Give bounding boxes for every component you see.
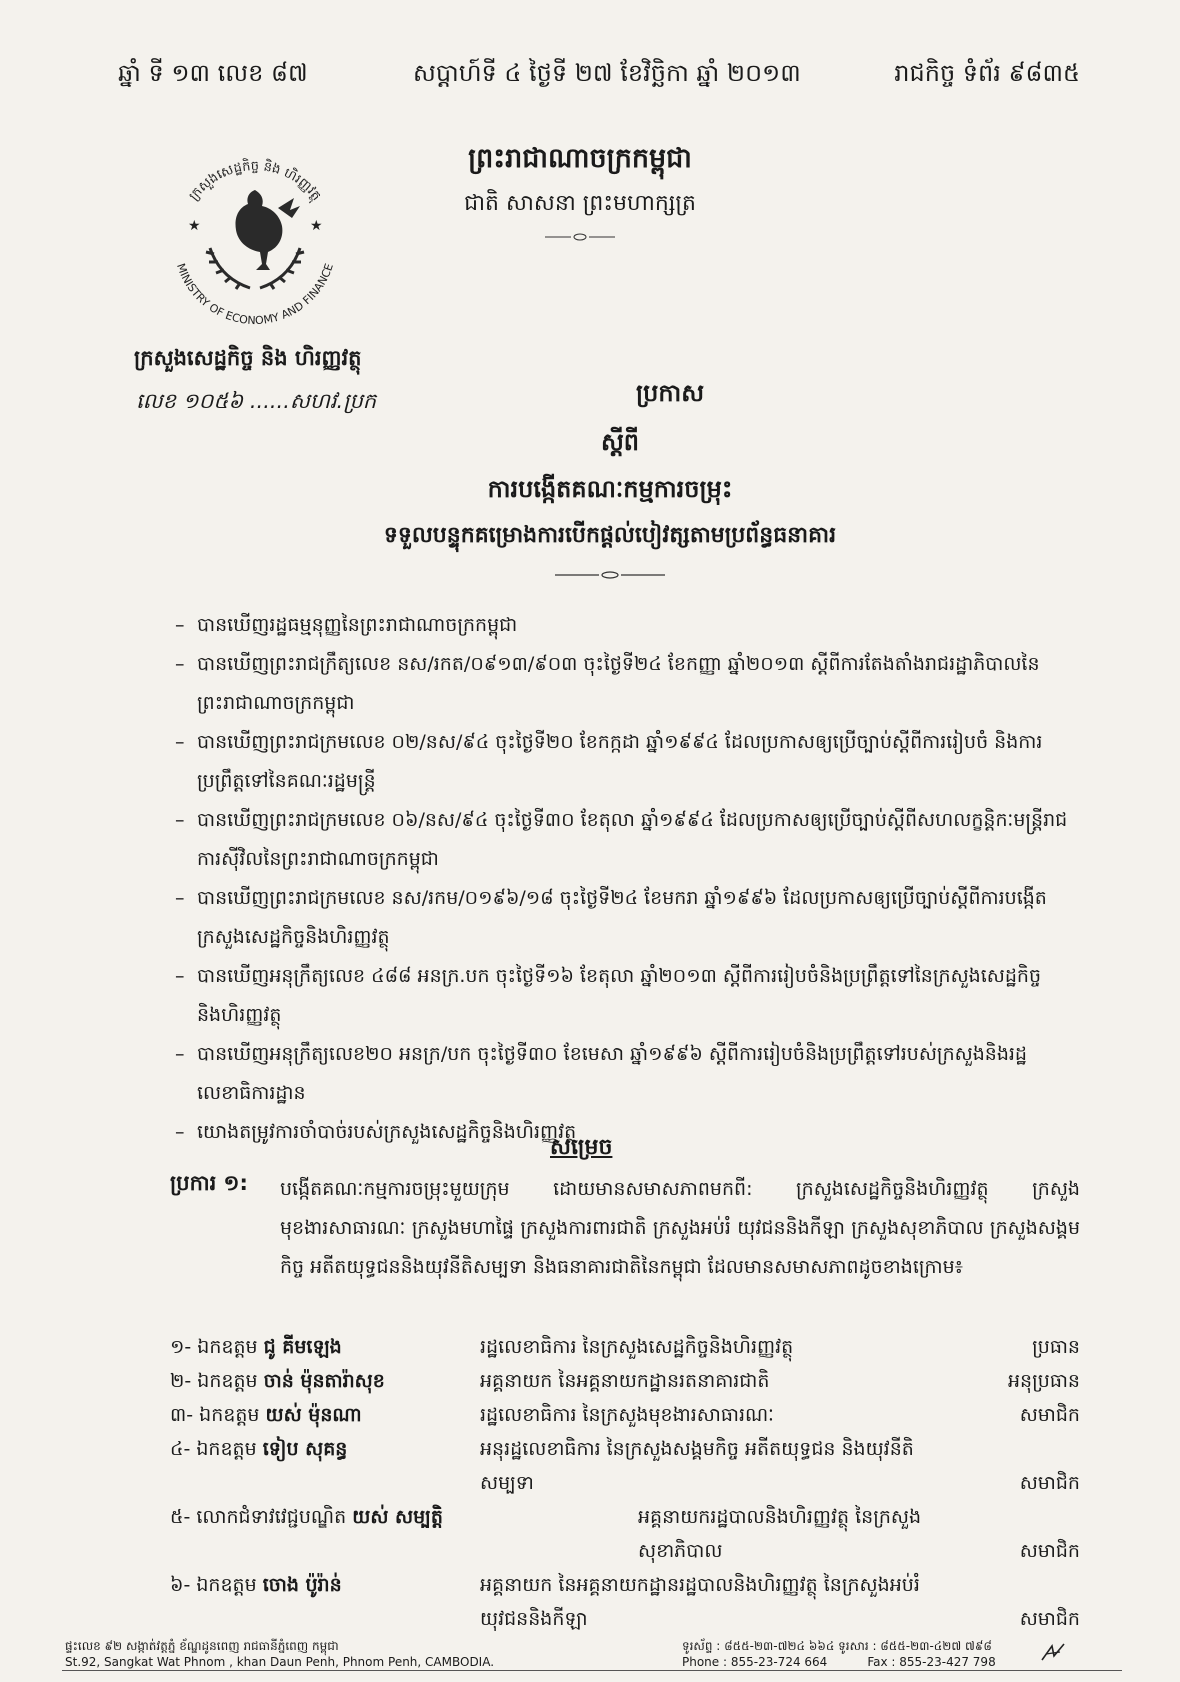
document-title-block [220, 378, 1000, 579]
footer-contact [682, 1638, 1036, 1670]
kingdom-motto-block [420, 142, 740, 241]
member-role: រដ្ឋលេខាធិការ នៃក្រសួងមុខងារសាធារណៈ [480, 1404, 774, 1426]
ornament-divider-icon [555, 571, 665, 579]
consideration-item: – បានឃើញអនុក្រឹត្យលេខ២០ អនក្រ/បក ចុះថ្ងៃទី៣០ ខែមេសា ឆ្នាំ១៩៩៦ ស្តីពីការរៀបចំនិងប្រព្រឹត្តទៅរបស់ក្រសួងនិងរដ្ឋលេខាធិការដ្ឋាន [175, 1035, 1075, 1113]
gazette-issue: ឆ្នាំ ទី ១៣ លេខ ៨៧ [118, 59, 308, 87]
member-row [170, 1364, 1080, 1398]
member-row [170, 1398, 1080, 1432]
member-role: អនុរដ្ឋលេខាធិការ នៃក្រសួងសង្គមកិច្ច អតីតយុទ្ធជន និងយុវនីតិសម្បទា [480, 1438, 914, 1494]
member-name: ទៀប សុគន្ធ [262, 1438, 348, 1460]
consideration-item: – បានឃើញព្រះរាជក្រមលេខ ០៦/នស/៩៤ ចុះថ្ងៃទី៣០ ខែតុលា ឆ្នាំ១៩៩៤ ដែលប្រកាសឲ្យប្រើច្បាប់ស្តីពីសហលក្ខន្តិកៈមន្ត្រីរាជការស៊ីវិលនៃព្រះរាជាណាចក្រកម្ពុជា [175, 801, 1075, 879]
member-name: ចាន់ ម៉ុនតារ៉ាសុខ [263, 1370, 385, 1392]
consideration-item: – យោងតម្រូវការចាំបាច់របស់ក្រសួងសេដ្ឋកិច្ចនិងហិរញ្ញវត្ថុ [175, 1113, 1075, 1152]
footer-contact-khmer: ទូរស័ព្ទ : ៨៥៥-២៣-៧២៤ ៦៦៤ ទូរសារ : ៨៥៥-២៣-៤២៧ ៧៩៨ [682, 1639, 992, 1653]
seal-bottom-text: MINISTRY OF ECONOMY AND FINANCE [174, 261, 336, 328]
article-label: ប្រការ ១: [170, 1171, 248, 1195]
member-row [170, 1330, 1080, 1364]
member-prefix: ៤- ឯកឧត្តម [170, 1438, 257, 1460]
consideration-item: – បានឃើញអនុក្រឹត្យលេខ ៤៨៨ អនក្រ.បក ចុះថ្ងៃទី១៦ ខែតុលា ឆ្នាំ២០១៣ ស្តីពីការរៀបចំនិងប្រព្រឹត្តទៅនៃក្រសួងសេដ្ឋកិច្ចនិងហិរញ្ញវត្ថុ [175, 957, 1075, 1035]
ministry-seal-icon [160, 148, 350, 338]
decision-heading: សម្រេច [550, 1135, 613, 1160]
footer-phone: Phone : 855-23-724 664 [682, 1655, 828, 1669]
title-line-1: ការបង្កើតគណៈកម្មការចម្រុះ [487, 474, 733, 503]
member-name: យស់ ម៉ុនណា [265, 1404, 362, 1426]
member-row [170, 1500, 1080, 1568]
consideration-item: – បានឃើញព្រះរាជក្រឹត្យលេខ នស/រកត/០៩១៣/៩០៣ ចុះថ្ងៃទី២៤ ខែកញ្ញា ឆ្នាំ២០១៣ ស្តីពីការតែងតាំងរាជរដ្ឋាភិបាលនៃព្រះរាជាណាចក្រកម្ពុជា [175, 645, 1075, 723]
member-position: អនុប្រធាន [1008, 1370, 1080, 1392]
footer-divider [62, 1670, 1122, 1671]
member-role: អគ្គនាយក នៃអគ្គនាយកដ្ឋានរតនាគារជាតិ [480, 1370, 770, 1392]
footer-address-english: St.92, Sangkat Wat Phnom , khan Daun Penh, Phnom Penh, CAMBODIA. [65, 1655, 495, 1669]
ministry-name: ក្រសួងសេដ្ឋកិច្ច និង ហិរញ្ញវត្ថុ [134, 346, 362, 370]
gazette-date: សប្តាហ៍ទី ៤ ថ្ងៃទី ២៧ ខែវិច្ឆិកា ឆ្នាំ ២០១៣ [413, 59, 801, 87]
member-role: អគ្គនាយករដ្ឋបាលនិងហិរញ្ញវត្ថុ នៃក្រសួងសុខាភិបាល [638, 1506, 922, 1562]
footer-fax: Fax : 855-23-427 798 [867, 1655, 996, 1669]
gazette-page-number: រាជកិច្ច ទំព័រ ៩៨៣៥ [894, 59, 1080, 87]
svg-text:★: ★ [188, 218, 201, 234]
considerations-list [175, 606, 1075, 1152]
article-1 [170, 1170, 1080, 1287]
members-list [170, 1330, 1080, 1636]
member-position: ប្រធាន [1032, 1336, 1080, 1358]
ornament-divider-icon [545, 233, 615, 241]
member-position: សមាជិក [1019, 1608, 1080, 1630]
member-prefix: ៥- លោកជំទាវវេជ្ជបណ្ឌិត [170, 1506, 347, 1528]
member-name: ជូ គីមឡេង [263, 1336, 342, 1358]
footer-address [65, 1638, 494, 1670]
title-about: ស្តីពី [600, 427, 640, 456]
member-prefix: ២- ឯកឧត្តម [170, 1370, 258, 1392]
svg-text:★: ★ [310, 218, 323, 234]
member-name: យស់ សម្បត្តិ [352, 1506, 443, 1528]
seal-top-text: ក្រសួងសេដ្ឋកិច្ច និង ហិរញ្ញវត្ថុ [186, 158, 324, 204]
gazette-header [118, 58, 1080, 98]
consideration-item: – បានឃើញរដ្ឋធម្មនុញ្ញនៃព្រះរាជាណាចក្រកម្ពុជា [175, 606, 1075, 645]
consideration-item: – បានឃើញព្រះរាជក្រមលេខ នស/រកម/០១៩៦/១៨ ចុះថ្ងៃទី២៤ ខែមករា ឆ្នាំ១៩៩៦ ដែលប្រកាសឲ្យប្រើច្បាប់ស្តីពីការបង្កើតក្រសួងសេដ្ឋកិច្ចនិងហិរញ្ញវត្ថុ [175, 879, 1075, 957]
title-line-2: ទទួលបន្ទុកគម្រោងការបើកផ្តល់បៀវត្សតាមប្រព័ន្ធធនាគារ [383, 522, 837, 548]
member-row [170, 1568, 1080, 1636]
member-name: ចោង ប៉ូរ៉ាន់ [262, 1574, 342, 1596]
member-position: សមាជិក [1019, 1404, 1080, 1426]
member-position: សមាជិក [1019, 1472, 1080, 1494]
member-prefix: ៦- ឯកឧត្តម [170, 1574, 257, 1596]
member-row [170, 1432, 1080, 1500]
member-prefix: ១- ឯកឧត្តម [170, 1336, 258, 1358]
consideration-item: – បានឃើញព្រះរាជក្រមលេខ ០២/នស/៩៤ ចុះថ្ងៃទី២០ ខែកក្កដា ឆ្នាំ១៩៩៤ ដែលប្រកាសឲ្យប្រើច្បាប់ស្តីពីការរៀបចំ និងការប្រព្រឹត្តទៅនៃគណៈរដ្ឋមន្ត្រី [175, 723, 1075, 801]
national-motto: ជាតិ សាសនា ព្រះមហាក្សត្រ [464, 191, 696, 216]
reference-number: លេខ ១០៥៦ ......សហវ.ប្រក [136, 389, 377, 413]
member-position: សមាជិក [1019, 1540, 1080, 1562]
member-prefix: ៣- ឯកឧត្តម [170, 1404, 260, 1426]
kingdom-name: ព្រះរាជាណាចក្រកម្ពុជា [468, 143, 692, 174]
article-text: បង្កើតគណៈកម្មការចម្រុះមួយក្រុម ដោយមានសមាសភាពមកពី: ក្រសួងសេដ្ឋកិច្ចនិងហិរញ្ញវត្ថុ ក្រសួងមុខងារសាធារណៈ ក្រសួងមហាផ្ទៃ ក្រសួងការពារជាតិ ក្រសួងអប់រំ យុវជននិងកីឡា ក្រសួងសុខាភិបាល ក្រសួងសង្គមកិច្ច អតីតយុទ្ធជននិងយុវនីតិសម្បទា និងធនាគារជាតិនៃកម្ពុជា ដែលមានសមាសភាពដូចខាងក្រោម៖ [280, 1178, 1080, 1278]
document-type: ប្រកាស [635, 378, 705, 407]
footer-address-khmer: ផ្ទះលេខ ៩២ សង្កាត់វត្តភ្នំ ខ័ណ្ឌដូនពេញ រាជធានីភ្នំពេញ កម្ពុជា [65, 1639, 339, 1653]
member-role: អគ្គនាយក នៃអគ្គនាយកដ្ឋានរដ្ឋបាលនិងហិរញ្ញវត្ថុ នៃក្រសួងអប់រំ យុវជននិងកីឡា [480, 1574, 920, 1630]
member-role: រដ្ឋលេខាធិការ នៃក្រសួងសេដ្ឋកិច្ចនិងហិរញ្ញវត្ថុ [480, 1336, 794, 1358]
handwritten-initial-icon [1040, 1642, 1066, 1662]
